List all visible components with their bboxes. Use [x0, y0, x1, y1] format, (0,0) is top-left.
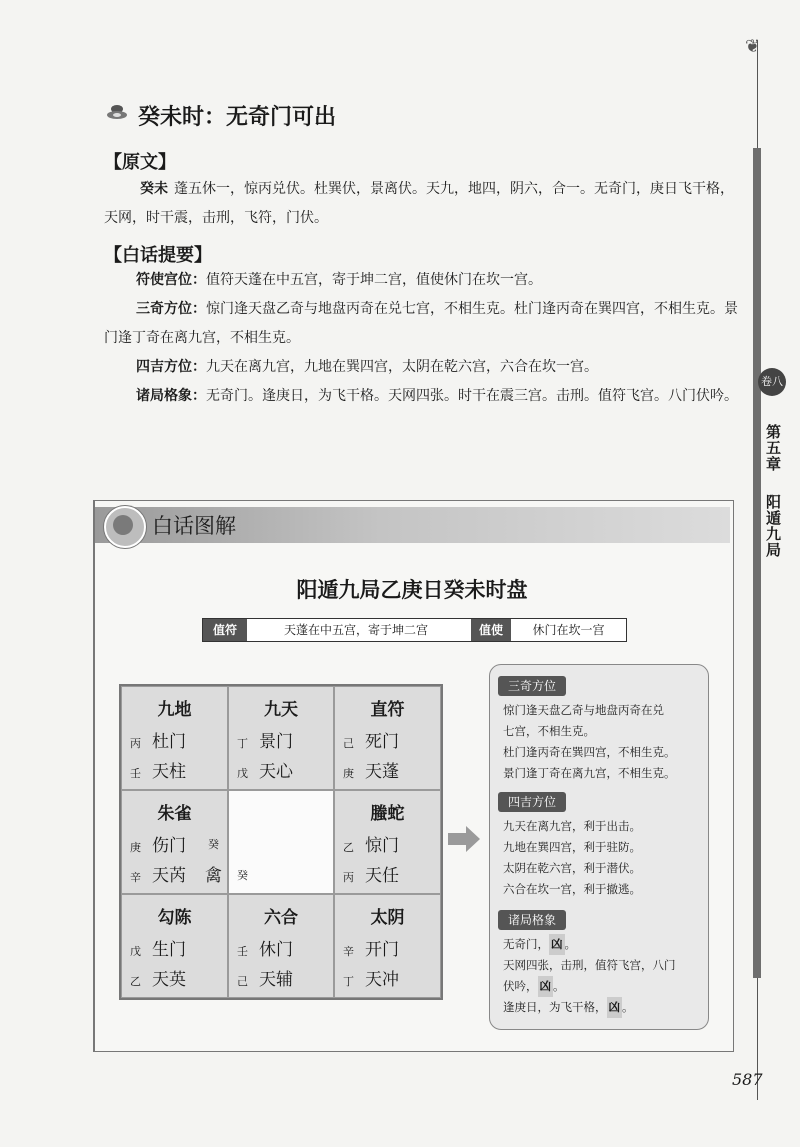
- palace-star: 丙 天任: [343, 866, 399, 886]
- xiong-badge: 凶: [549, 934, 565, 955]
- palace-cell: [334, 790, 441, 894]
- palace-door: 辛 开门: [343, 940, 399, 960]
- palace-star: 辛 天芮: [130, 866, 186, 886]
- palace-star: 丁 天冲: [343, 970, 399, 990]
- medal-center-icon: [113, 515, 133, 535]
- palace-center: [228, 790, 334, 894]
- summary-text: 惊门逢天盘乙奇与地盘丙奇在兑七宫，不相生克。杜门逢丙奇在巽四宫，不相生克。景门逢丁奇在离九宫，不相生克。: [104, 301, 738, 346]
- palace-grid: [119, 684, 443, 1000]
- palace-extra-stem: 癸: [237, 869, 248, 882]
- palace-cell: [121, 790, 228, 894]
- palace-god: 九天: [264, 700, 298, 720]
- palace-door: 戊 生门: [130, 940, 186, 960]
- palace-star: 乙 天英: [130, 970, 186, 990]
- palace-door: 己 死门: [343, 732, 399, 752]
- palace-door: 丁 景门: [237, 732, 293, 752]
- palace-cell: [334, 894, 441, 998]
- palace-door: 丙 杜门: [130, 732, 186, 752]
- summary-key: 三奇方位：: [136, 301, 206, 317]
- palace-god: 九地: [157, 700, 192, 720]
- palace-extra-stem: 癸: [208, 838, 219, 851]
- palace-cell: [121, 894, 228, 998]
- palace-cell: [228, 686, 334, 790]
- palace-god: 直符: [370, 700, 405, 720]
- palace-god: 螣蛇: [370, 804, 405, 824]
- qi-text: 惊门逢天盘乙奇与地盘丙奇在兑 七宫，不相生克。 杜门逢丙奇在巽四宫，不相生克。 景门逢丁奇在离九宫，不相生克。: [503, 703, 676, 780]
- ji-tag: 四吉方位: [498, 792, 566, 812]
- section-label: 阳遁九局: [764, 494, 782, 558]
- xiong-badge: 凶: [607, 997, 623, 1018]
- ji-text: 九天在离九宫，利于出击。 九地在巽四宫，利于驻防。 太阴在乾六宫，利于潜伏。 六合在坎一宫，利于撤逃。: [503, 819, 641, 896]
- summary-text: 九天在离九宫，九地在巽四宫，太阴在乾六宫，六合在坎一宫。: [206, 359, 598, 375]
- palace-cell: [121, 686, 228, 790]
- palace-god: 朱雀: [157, 804, 192, 824]
- palace-god: 太阴: [370, 908, 405, 928]
- volume-badge: 卷八: [758, 368, 786, 396]
- original-paragraph: [104, 175, 744, 233]
- original-heading: 【原文】: [104, 152, 176, 173]
- palace-star: 庚 天蓬: [343, 762, 399, 782]
- page-title: 癸未时：无奇门可出: [138, 105, 337, 130]
- duty-fu-label: 值符: [203, 619, 247, 641]
- chapter-label: 第五章: [764, 424, 782, 472]
- palace-door: 壬 休门: [237, 940, 293, 960]
- palace-cell: [228, 894, 334, 998]
- ge-text: 无奇门， 凶 。 天网四张，击刑，值符飞宫，八门 伏吟， 凶 。 逢庚日，为飞干格， 凶 。: [503, 934, 701, 1018]
- qi-tag: 三奇方位: [498, 676, 566, 696]
- summary-text: 值符天蓬在中五宫，寄于坤二宫，值使休门在坎一宫。: [206, 272, 542, 288]
- summary-row: [104, 353, 744, 382]
- corner-ornament-icon: ❦: [745, 36, 761, 57]
- page-number: 587: [732, 1070, 763, 1089]
- summary-row: [104, 382, 744, 411]
- palace-cell: [334, 686, 441, 790]
- arrow-right-icon: [448, 826, 480, 852]
- banner-title: 白话图解: [152, 514, 236, 538]
- palace-extra-star: 禽: [205, 866, 222, 886]
- palace-god: 六合: [264, 908, 298, 928]
- margin-bar: [753, 148, 761, 978]
- palace-star: 壬 天柱: [130, 762, 186, 782]
- cloud-ornament-icon: [106, 103, 128, 121]
- palace-door: 庚 伤门: [130, 836, 186, 856]
- duty-fu-value: 天蓬在中五宫，寄于坤二宫: [283, 623, 428, 637]
- original-body: 蓬五休一，惊丙兑伏。杜巽伏，景离伏。天九，地四，阴六，合一。无奇门，庚日飞干格，天网，时干震，击刑，飞符，门伏。: [104, 181, 734, 226]
- palace-door: 乙 惊门: [343, 836, 399, 856]
- palace-star: 戊 天心: [237, 762, 293, 782]
- duty-bar: [202, 618, 627, 642]
- summary-block: [104, 266, 744, 411]
- summary-heading: 【白话提要】: [104, 245, 212, 266]
- duty-shi-value: 休门在坎一宫: [532, 623, 605, 637]
- ge-tag: 诸局格象: [498, 910, 566, 930]
- xiong-badge: 凶: [538, 976, 554, 997]
- palace-star: 己 天辅: [237, 970, 293, 990]
- chart-title: 阳遁九局乙庚日癸未时盘: [296, 578, 528, 602]
- summary-row: [104, 295, 744, 353]
- duty-shi-label: 值使: [471, 619, 511, 641]
- original-lead: 癸未: [140, 181, 168, 197]
- summary-key: 诸局格象：: [136, 388, 206, 404]
- summary-key: 四吉方位：: [136, 359, 206, 375]
- summary-text: 无奇门。逢庚日，为飞干格。天网四张。时干在震三宫。击刑。值符飞宫。八门伏吟。: [206, 388, 738, 404]
- summary-key: 符使宫位：: [136, 272, 206, 288]
- palace-god: 勾陈: [157, 908, 192, 928]
- summary-row: [104, 266, 744, 295]
